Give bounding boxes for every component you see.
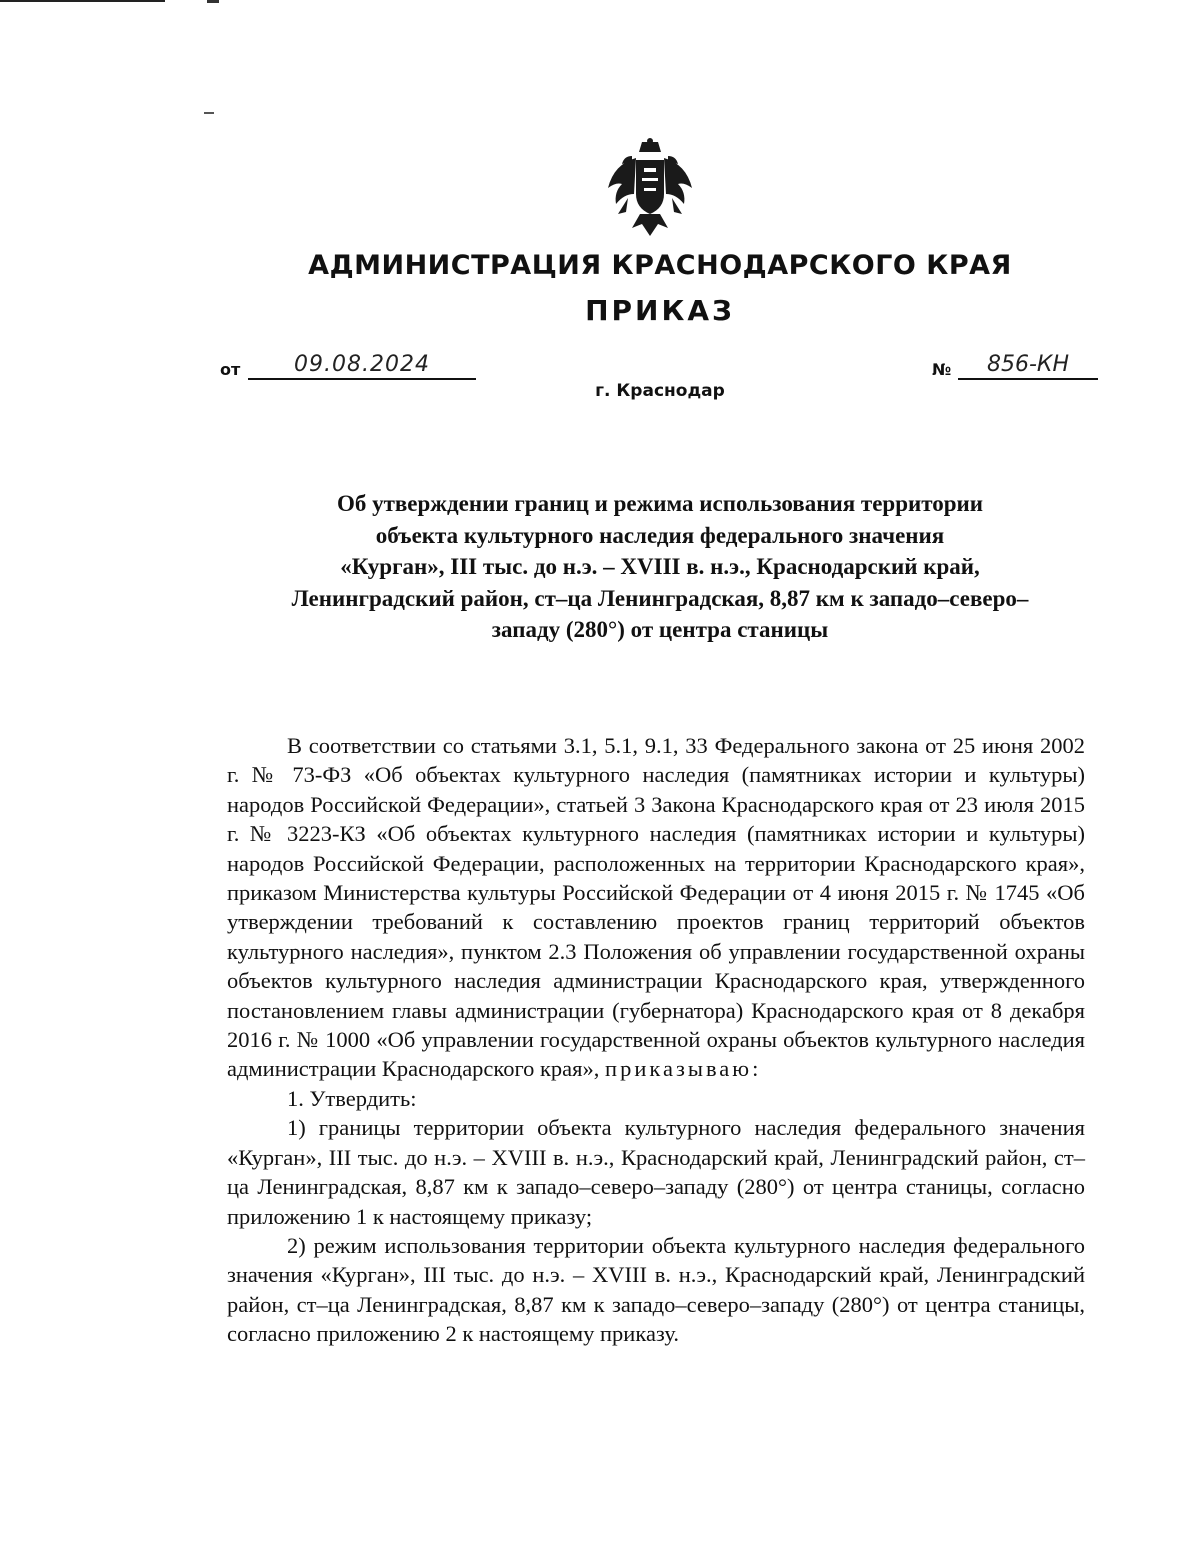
subject-line: Ленинградский район, ст–ца Ленинградская, 8,87 км к западо–северо– — [291, 585, 1029, 611]
subject-line: объекта культурного наследия федерального значения — [375, 522, 945, 548]
date-handwritten-value: 09.08.2024 — [248, 352, 476, 380]
order-body — [227, 731, 1085, 1349]
organization-title: АДМИНИСТРАЦИЯ КРАСНОДАРСКОГО КРАЯ — [308, 250, 1012, 281]
subject-line: Об утверждении границ и режима использования территории — [336, 491, 984, 516]
subject-line: западу (280°) от центра станицы — [491, 617, 829, 642]
subject-line: «Курган», III тыс. до н.э. – XVIII в. н.э., Краснодарский край, — [340, 554, 980, 579]
order-subject — [200, 488, 1120, 646]
scan-border-line — [0, 0, 165, 2]
document-type-title: ПРИКАЗ — [585, 294, 735, 327]
order-word: приказываю: — [605, 1056, 762, 1082]
clause-1: 1. Утвердить: — [287, 1085, 417, 1111]
scan-artifact-mark — [207, 0, 219, 3]
number-label: № — [932, 360, 952, 379]
coat-of-arms-emblem — [606, 138, 694, 238]
clause-1-1: 1) границы территории объекта культурного наследия федерального значения «Курган», III тыс. до н.э. – XVIII в. н.э., Краснодарский край, Ленинградский район, ст–ца Ленинградская, 8,87 км к западо–северо–западу (280°) от центра станицы, согласно приложению 1 к настоящему приказу; — [227, 1115, 1085, 1229]
number-handwritten-value: 856-КН — [958, 352, 1098, 380]
preamble-text: В соответствии со статьями 3.1, 5.1, 9.1, 33 Федерального закона от 25 июня 2002 г. № 73-ФЗ «Об объектах культурного наследия (памятниках истории и культуры) народов Российской Федерации», статьей 3 Закона Краснодарского края от 23 июля 2015 г. № 3223-КЗ «Об объектах культурного наследия (памятниках истории и культуры) народов Российской Федерации, расположенных на территории Краснодарского края», приказом Министерства культуры Российской Федерации от 4 июня 2015 г. № 1745 «Об утверждении требований к составлению проектов границ территорий объектов культурного наследия», пунктом 2.3 Положения об управлении государственной охраны объектов культурного наследия администрации Краснодарского края, утвержденного постановлением главы администрации (губернатора) Краснодарского края от 8 декабря 2016 г. № 1000 «Об управлении государственной охраны объектов культурного наследия администрации Краснодарского края», — [227, 733, 1085, 1082]
city-label: г. Краснодар — [595, 381, 725, 401]
clause-1-2: 2) режим использования территории объекта культурного наследия федерального значения «Курган», III тыс. до н.э. – XVIII в. н.э., Краснодарский край, Ленинградский район, ст–ца Ленинградская, 8,87 км к западо–северо–западу (280°) от центра станицы, согласно приложению 2 к настоящему приказу. — [227, 1232, 1085, 1347]
date-label: от — [220, 360, 241, 379]
preamble-paragraph — [227, 731, 1085, 1084]
scan-artifact-dash — [204, 112, 214, 114]
